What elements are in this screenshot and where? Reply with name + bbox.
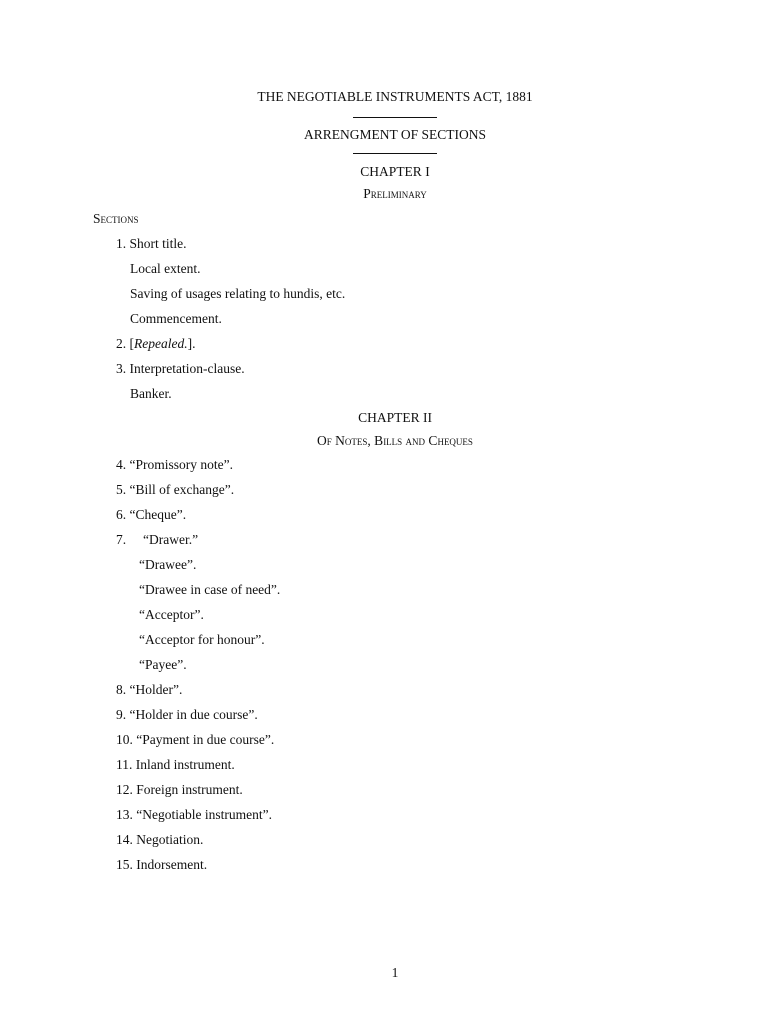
- section-7-acceptor-for-honour: “Acceptor for honour”.: [139, 632, 265, 647]
- section-2-suffix: ].: [187, 336, 196, 351]
- section-2-repealed: Repealed.: [134, 336, 188, 351]
- section-7-payee: “Payee”.: [139, 657, 187, 672]
- section-2-prefix: 2. [: [116, 336, 134, 351]
- section-7-number: 7.: [116, 532, 127, 547]
- chapter-1-subheading: Preliminary: [363, 186, 427, 201]
- section-1-commencement: Commencement.: [130, 311, 222, 326]
- section-1-entry: 1. Short title.: [116, 236, 187, 251]
- section-13-entry: 13. “Negotiable instrument”.: [116, 807, 272, 822]
- section-10-entry: 10. “Payment in due course”.: [116, 732, 275, 747]
- section-6-entry: 6. “Cheque”.: [116, 507, 187, 522]
- section-8-entry: 8. “Holder”.: [116, 682, 183, 697]
- act-title: THE NEGOTIABLE INSTRUMENTS ACT, 1881: [257, 89, 533, 104]
- chapter-2-heading: CHAPTER II: [358, 410, 432, 425]
- arrangement-divider: [353, 153, 437, 154]
- chapter-1-heading: CHAPTER I: [360, 164, 430, 179]
- section-7-drawee-in-need: “Drawee in case of need”.: [139, 582, 281, 597]
- section-4-entry: 4. “Promissory note”.: [116, 457, 233, 472]
- title-divider: [353, 117, 437, 118]
- section-7-drawer: “Drawer.”: [143, 532, 199, 547]
- section-12-entry: 12. Foreign instrument.: [116, 782, 243, 797]
- section-3-banker: Banker.: [130, 386, 172, 401]
- sections-label: Sections: [93, 211, 139, 226]
- section-15-entry: 15. Indorsement.: [116, 857, 208, 872]
- section-9-entry: 9. “Holder in due course”.: [116, 707, 258, 722]
- arrangement-heading: ARRENGMENT OF SECTIONS: [303, 127, 487, 142]
- section-1-local-extent: Local extent.: [130, 261, 201, 276]
- section-5-entry: 5. “Bill of exchange”.: [116, 482, 235, 497]
- page-number: 1: [391, 965, 399, 980]
- section-11-entry: 11. Inland instrument.: [116, 757, 235, 772]
- chapter-2-subheading: Of Notes, Bills and Cheques: [317, 433, 473, 448]
- section-3-entry: 3. Interpretation-clause.: [116, 361, 245, 376]
- section-7-acceptor: “Acceptor”.: [139, 607, 204, 622]
- section-7-drawee: “Drawee”.: [139, 557, 197, 572]
- section-14-entry: 14. Negotiation.: [116, 832, 204, 847]
- section-1-saving-usages: Saving of usages relating to hundis, etc.: [130, 286, 346, 301]
- section-2-entry: [116, 337, 195, 351]
